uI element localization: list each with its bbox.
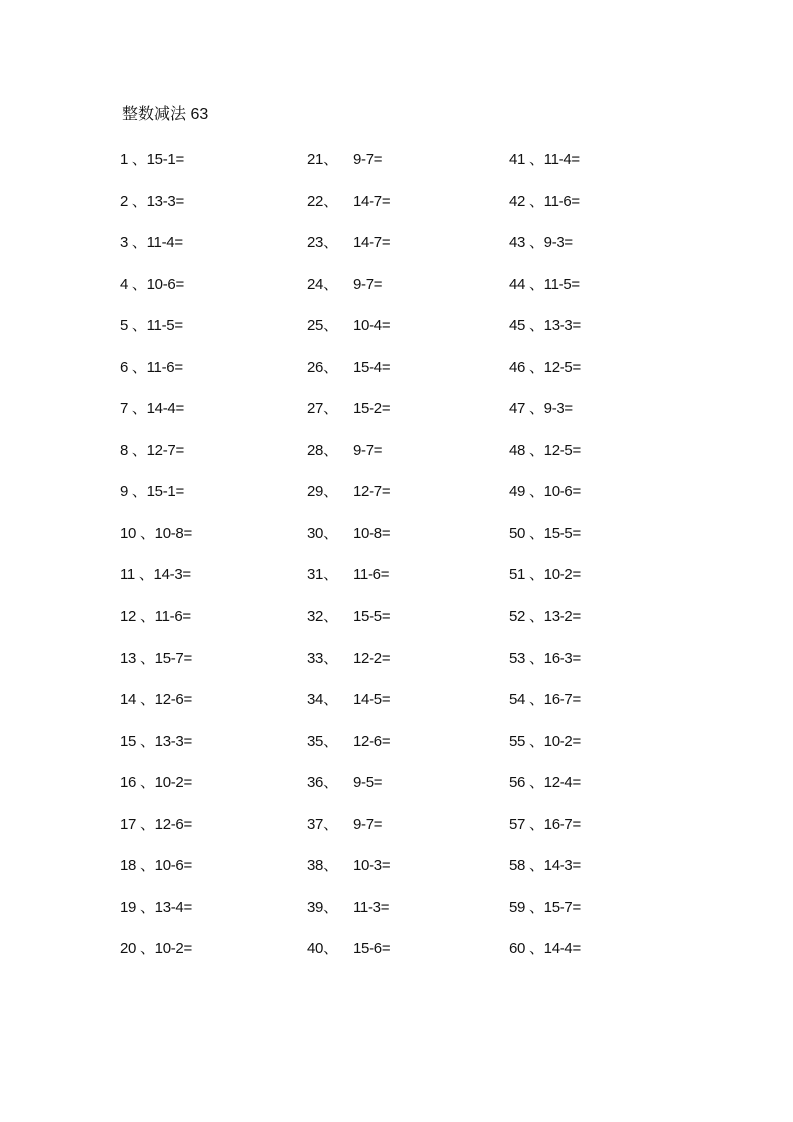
problem-number: 40、 xyxy=(307,940,338,958)
problem-item xyxy=(120,522,192,564)
problem-expression: 13-3= xyxy=(543,317,581,335)
problem-item xyxy=(509,480,581,522)
problem-expression: 13-2= xyxy=(543,608,581,626)
problem-number: 47 、 xyxy=(509,400,544,418)
problem-number: 9 、 xyxy=(120,483,147,501)
problem-item xyxy=(120,688,192,730)
problem-expression: 15-7= xyxy=(543,898,581,916)
problem-expression: 10-2= xyxy=(154,774,192,792)
problem-item xyxy=(307,688,390,730)
problem-number: 19 、 xyxy=(120,898,155,916)
problem-expression: 9-3= xyxy=(543,234,573,252)
problem-column-2 xyxy=(307,148,390,979)
problem-number: 38、 xyxy=(307,857,338,875)
problem-item xyxy=(120,356,192,398)
problem-item xyxy=(509,148,581,190)
problem-number: 48 、 xyxy=(509,441,544,459)
problem-item xyxy=(307,273,390,315)
problem-number: 55 、 xyxy=(509,732,544,750)
problem-number: 53 、 xyxy=(509,649,544,667)
problem-expression: 15-5= xyxy=(543,524,581,542)
problem-number: 31、 xyxy=(307,566,338,584)
problem-number: 29、 xyxy=(307,483,338,501)
problem-expression: 10-2= xyxy=(543,566,581,584)
problem-number: 51 、 xyxy=(509,566,544,584)
problem-item xyxy=(120,854,192,896)
problem-expression: 12-6= xyxy=(353,732,391,750)
problem-item xyxy=(307,397,390,439)
problem-number: 11 、 xyxy=(120,566,154,584)
problem-number: 46 、 xyxy=(509,358,544,376)
problem-expression: 11-5= xyxy=(146,317,183,335)
problem-expression: 10-8= xyxy=(353,524,391,542)
problem-expression: 9-5= xyxy=(353,774,383,792)
problem-expression: 10-8= xyxy=(154,524,192,542)
problem-number: 56 、 xyxy=(509,774,544,792)
problem-item xyxy=(120,148,192,190)
problem-number: 41 、 xyxy=(509,151,544,168)
problem-number: 21、 xyxy=(307,151,338,168)
problem-expression: 15-5= xyxy=(353,608,391,626)
problem-number: 5 、 xyxy=(120,317,147,335)
problem-number: 54 、 xyxy=(509,691,544,709)
problem-expression: 11-6= xyxy=(154,608,191,626)
problem-item xyxy=(120,397,192,439)
problem-item xyxy=(509,397,581,439)
problem-number: 15 、 xyxy=(120,732,155,750)
problem-expression: 11-6= xyxy=(543,192,580,210)
problem-expression: 14-3= xyxy=(153,566,191,584)
problem-item xyxy=(509,896,581,938)
problem-item xyxy=(307,439,390,481)
problem-item xyxy=(509,356,581,398)
problem-number: 58 、 xyxy=(509,857,544,875)
problem-expression: 9-7= xyxy=(353,151,383,168)
problem-number: 6 、 xyxy=(120,358,147,376)
problem-number: 44 、 xyxy=(509,275,544,293)
problem-item xyxy=(307,480,390,522)
problem-number: 59 、 xyxy=(509,898,544,916)
problem-number: 42 、 xyxy=(509,192,544,210)
problem-column-3 xyxy=(509,148,581,979)
problem-number: 23、 xyxy=(307,234,338,252)
problem-item xyxy=(509,937,581,979)
problem-item xyxy=(307,937,390,979)
problem-number: 12 、 xyxy=(120,608,155,626)
problem-expression: 9-7= xyxy=(353,441,383,459)
problem-item xyxy=(307,730,390,772)
problem-expression: 15-6= xyxy=(353,940,391,958)
problem-expression: 10-6= xyxy=(154,857,192,875)
problem-column-1 xyxy=(120,148,192,979)
problem-number: 33、 xyxy=(307,649,338,667)
problem-expression: 13-4= xyxy=(154,898,192,916)
problem-item xyxy=(120,813,192,855)
problem-item xyxy=(509,771,581,813)
problem-expression: 11-4= xyxy=(543,151,580,168)
problem-item xyxy=(120,439,192,481)
problem-number: 43 、 xyxy=(509,234,544,252)
problem-expression: 10-3= xyxy=(353,857,391,875)
problem-number: 39、 xyxy=(307,898,338,916)
problem-item xyxy=(307,896,390,938)
problem-expression: 13-3= xyxy=(154,732,192,750)
problem-expression: 12-5= xyxy=(543,358,581,376)
problem-item xyxy=(120,231,192,273)
problem-item xyxy=(120,771,192,813)
problem-item xyxy=(307,231,390,273)
problem-expression: 15-2= xyxy=(353,400,391,418)
problem-item xyxy=(307,356,390,398)
problem-item xyxy=(307,190,390,232)
problem-expression: 12-6= xyxy=(154,815,192,833)
problem-expression: 12-7= xyxy=(146,441,184,459)
problem-expression: 9-7= xyxy=(353,275,383,293)
problem-number: 20 、 xyxy=(120,940,155,958)
problem-number: 32、 xyxy=(307,608,338,626)
problem-expression: 15-1= xyxy=(146,151,184,168)
problem-item xyxy=(120,314,192,356)
problem-item xyxy=(120,480,192,522)
problem-item xyxy=(307,522,390,564)
problem-item xyxy=(307,647,390,689)
problem-item xyxy=(509,273,581,315)
problem-number: 1 、 xyxy=(120,151,147,168)
problem-expression: 14-7= xyxy=(353,234,391,252)
problem-number: 49 、 xyxy=(509,483,544,501)
problem-item xyxy=(509,563,581,605)
problem-expression: 14-4= xyxy=(543,940,581,958)
problem-item xyxy=(509,854,581,896)
problem-number: 3 、 xyxy=(120,234,147,252)
problem-item xyxy=(307,854,390,896)
problem-item xyxy=(120,937,192,979)
problem-expression: 16-7= xyxy=(543,815,581,833)
problem-number: 4 、 xyxy=(120,275,147,293)
problem-expression: 15-1= xyxy=(146,483,184,501)
problem-item xyxy=(120,647,192,689)
problem-item xyxy=(307,148,390,190)
problem-expression: 10-2= xyxy=(543,732,581,750)
problem-number: 28、 xyxy=(307,441,338,459)
problem-expression: 11-4= xyxy=(146,234,183,252)
problem-expression: 12-2= xyxy=(353,649,391,667)
problem-item xyxy=(509,647,581,689)
problem-expression: 12-4= xyxy=(543,774,581,792)
problem-item xyxy=(509,314,581,356)
problem-number: 30、 xyxy=(307,524,338,542)
problem-number: 35、 xyxy=(307,732,338,750)
problem-number: 10 、 xyxy=(120,524,155,542)
problem-item xyxy=(120,896,192,938)
problem-expression: 14-4= xyxy=(146,400,184,418)
problem-expression: 10-6= xyxy=(543,483,581,501)
page-title: 整数减法 63 xyxy=(122,106,209,123)
problem-expression: 15-7= xyxy=(154,649,192,667)
problem-expression: 10-4= xyxy=(353,317,391,335)
problem-number: 25、 xyxy=(307,317,338,335)
problem-number: 50 、 xyxy=(509,524,544,542)
problem-item xyxy=(120,273,192,315)
problem-item xyxy=(509,190,581,232)
problem-item xyxy=(120,730,192,772)
problem-item xyxy=(120,563,192,605)
problem-expression: 11-6= xyxy=(353,566,390,584)
problem-number: 14 、 xyxy=(120,691,155,709)
problem-number: 57 、 xyxy=(509,815,544,833)
problem-expression: 9-7= xyxy=(353,815,383,833)
problem-item xyxy=(509,605,581,647)
problem-number: 16 、 xyxy=(120,774,155,792)
problem-item xyxy=(509,730,581,772)
problem-item xyxy=(120,605,192,647)
problem-expression: 11-6= xyxy=(146,358,183,376)
problem-number: 45 、 xyxy=(509,317,544,335)
problem-number: 34、 xyxy=(307,691,338,709)
problem-expression: 12-7= xyxy=(353,483,391,501)
problem-item xyxy=(307,314,390,356)
problem-number: 8 、 xyxy=(120,441,147,459)
problem-expression: 10-6= xyxy=(146,275,184,293)
problem-number: 24、 xyxy=(307,275,338,293)
problem-number: 2 、 xyxy=(120,192,147,210)
problem-expression: 14-5= xyxy=(353,691,391,709)
problem-item xyxy=(307,813,390,855)
problem-expression: 13-3= xyxy=(146,192,184,210)
problem-number: 17 、 xyxy=(120,815,155,833)
problem-expression: 11-5= xyxy=(543,275,580,293)
problem-number: 37、 xyxy=(307,815,338,833)
problem-number: 22、 xyxy=(307,192,338,210)
problem-number: 60 、 xyxy=(509,940,544,958)
problem-expression: 9-3= xyxy=(543,400,573,418)
problem-number: 13 、 xyxy=(120,649,155,667)
problem-expression: 14-7= xyxy=(353,192,391,210)
problem-item xyxy=(307,605,390,647)
problem-expression: 11-3= xyxy=(353,898,390,916)
problem-number: 52 、 xyxy=(509,608,544,626)
problem-expression: 16-3= xyxy=(543,649,581,667)
problem-item xyxy=(509,688,581,730)
problem-number: 26、 xyxy=(307,358,338,376)
problem-item xyxy=(120,190,192,232)
problem-item xyxy=(509,522,581,564)
problem-item xyxy=(307,563,390,605)
problem-expression: 15-4= xyxy=(353,358,391,376)
problem-item xyxy=(509,231,581,273)
problem-expression: 14-3= xyxy=(543,857,581,875)
problem-expression: 12-6= xyxy=(154,691,192,709)
problem-item xyxy=(509,439,581,481)
problem-number: 27、 xyxy=(307,400,338,418)
problem-number: 7 、 xyxy=(120,400,147,418)
problem-expression: 16-7= xyxy=(543,691,581,709)
problem-number: 18 、 xyxy=(120,857,155,875)
problem-number: 36、 xyxy=(307,774,338,792)
problem-expression: 12-5= xyxy=(543,441,581,459)
problem-expression: 10-2= xyxy=(154,940,192,958)
problem-item xyxy=(307,771,390,813)
problem-item xyxy=(509,813,581,855)
